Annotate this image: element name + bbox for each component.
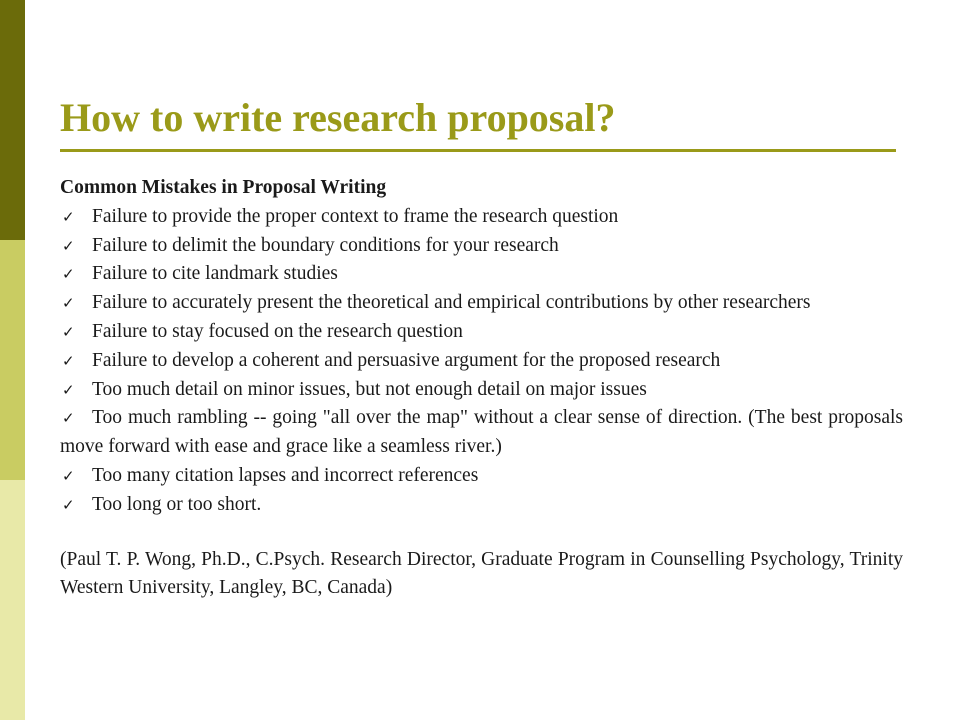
citation: (Paul T. P. Wong, Ph.D., C.Psych. Research Director, Graduate Program in Counselling Psychology, Trinity Western University, Langley, BC, Canada) (60, 548, 903, 599)
list-item (60, 376, 903, 405)
checkmark-icon: ✓ (62, 351, 75, 370)
checkmark-icon: ✓ (62, 380, 75, 399)
list-item-text: Too long or too short. (92, 493, 262, 515)
title-divider (60, 149, 896, 152)
slide-title: How to write research proposal? (60, 95, 616, 140)
list-item (60, 318, 903, 347)
slide-body (60, 174, 903, 603)
list-item (60, 232, 903, 261)
list-item-text: Failure to stay focused on the research question (92, 320, 463, 342)
list-item-text: Failure to accurately present the theoretical and empirical contributions by other researchers (92, 292, 811, 314)
checkmark-icon: ✓ (62, 207, 75, 226)
subheading: Common Mistakes in Proposal Writing (60, 177, 387, 198)
checkmark-icon: ✓ (62, 322, 75, 341)
sidebar-band-light (0, 480, 25, 720)
list-item (60, 462, 903, 491)
list-item (60, 404, 903, 462)
list-item (60, 289, 903, 318)
list-item-text: Too much rambling -- going "all over the map" without a clear sense of direction. (The best proposals move forward with ease and grace like a seamless river.) (60, 407, 903, 458)
list-item-text: Failure to cite landmark studies (92, 263, 338, 285)
list-item-text: Failure to develop a coherent and persuasive argument for the proposed research (92, 349, 721, 371)
checkmark-icon: ✓ (62, 265, 75, 284)
list-item-text: Failure to delimit the boundary conditions for your research (92, 234, 559, 256)
checkmark-icon: ✓ (62, 495, 75, 514)
list-item (60, 203, 903, 232)
list-item-text: Too much detail on minor issues, but not enough detail on major issues (92, 378, 647, 400)
sidebar-band-mid (0, 240, 25, 480)
list-item (60, 347, 903, 376)
list-item-text: Failure to provide the proper context to frame the research question (92, 205, 619, 227)
checkmark-icon: ✓ (62, 409, 75, 428)
mistakes-list (60, 203, 903, 520)
list-item-text: Too many citation lapses and incorrect references (92, 464, 479, 486)
list-item (60, 491, 903, 520)
sidebar-band-dark (0, 0, 25, 240)
checkmark-icon: ✓ (62, 294, 75, 313)
checkmark-icon: ✓ (62, 466, 75, 485)
list-item (60, 260, 903, 289)
checkmark-icon: ✓ (62, 236, 75, 255)
